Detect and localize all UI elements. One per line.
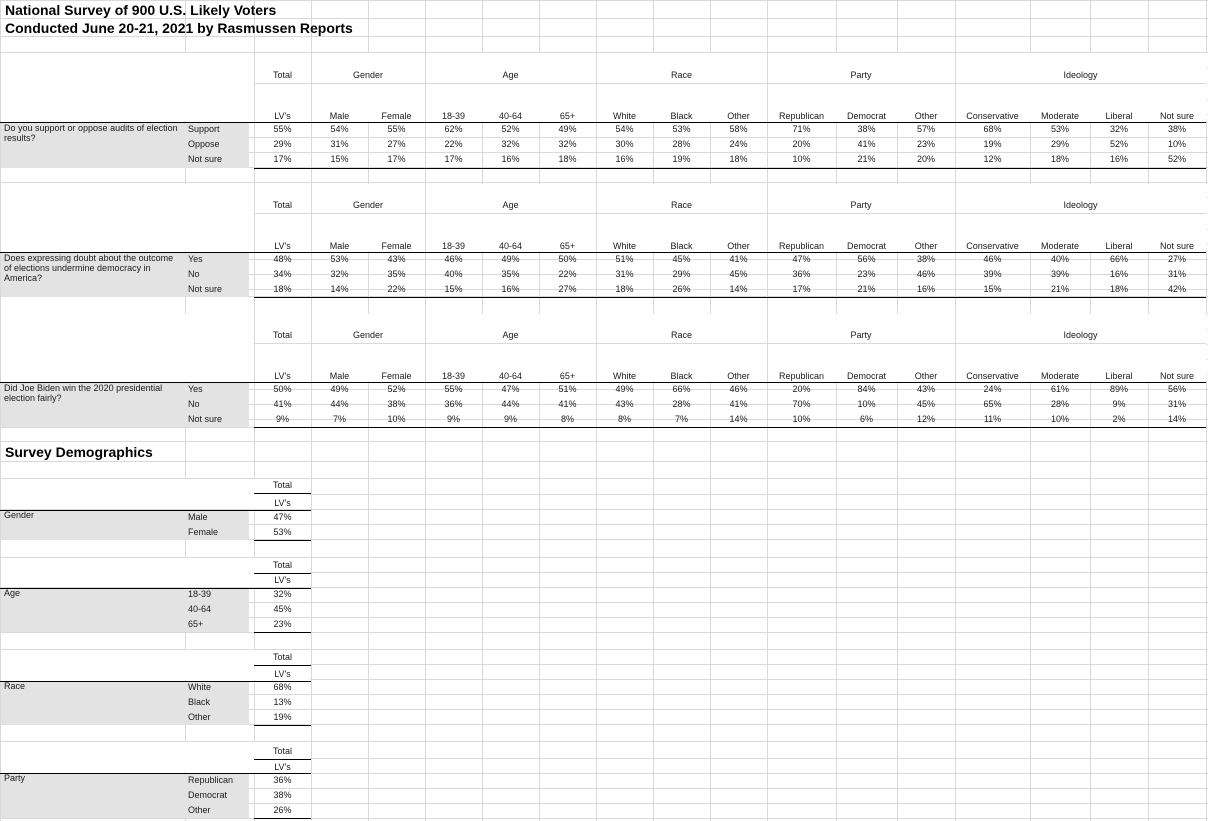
demo-row-label: Male [188, 512, 208, 522]
data-cell: 65% [983, 399, 1002, 409]
column-header: 65+ [559, 371, 576, 381]
demo-bottom-rule [254, 725, 311, 726]
grid-column-line [767, 0, 768, 821]
data-cell: 27% [558, 284, 577, 294]
grid-row-line [0, 818, 1208, 819]
grid-column-line [482, 0, 483, 821]
demo-row-label: Republican [188, 775, 234, 785]
column-header: Not sure [1159, 241, 1194, 251]
demo-category: Age [4, 588, 21, 598]
data-cell: 47% [501, 384, 520, 394]
data-cell: 48% [273, 254, 292, 264]
grid-column-line [311, 0, 312, 821]
data-cell: 22% [444, 139, 463, 149]
demo-value: 47% [273, 512, 292, 522]
data-cell: 39% [983, 269, 1002, 279]
data-cell: 40% [444, 269, 463, 279]
grid-column-line [955, 0, 956, 821]
data-cell: 42% [1167, 284, 1186, 294]
report-title-line-2: Conducted June 20-21, 2021 by Rasmussen Reports [5, 20, 353, 36]
grid-column-line [653, 0, 654, 821]
data-cell: 89% [1109, 384, 1128, 394]
data-cell: 38% [916, 254, 935, 264]
data-cell: 28% [672, 139, 691, 149]
demo-row-label: Democrat [188, 790, 228, 800]
data-cell: 57% [916, 124, 935, 134]
column-header: White [612, 241, 636, 251]
data-cell: 35% [501, 269, 520, 279]
data-cell: 66% [1109, 254, 1128, 264]
column-header: Not sure [1159, 111, 1194, 121]
data-cell: 19% [672, 154, 691, 164]
data-cell: 14% [1167, 414, 1186, 424]
group-header: Party [850, 70, 872, 80]
data-cell: 49% [558, 124, 577, 134]
data-cell: 52% [501, 124, 520, 134]
data-cell: 10% [1050, 414, 1069, 424]
data-cell: 36% [444, 399, 463, 409]
grid-row-line [0, 441, 1208, 442]
data-cell: 39% [1050, 269, 1069, 279]
data-cell: 26% [672, 284, 691, 294]
column-header: Democrat [846, 371, 886, 381]
demo-lv-header: LV's [274, 575, 291, 585]
data-cell: 27% [387, 139, 406, 149]
data-cell: 12% [983, 154, 1002, 164]
data-cell: 46% [983, 254, 1002, 264]
demo-total-header: Total [272, 652, 292, 662]
grid-column-line [710, 0, 711, 821]
data-cell: 22% [558, 269, 577, 279]
demo-total-rule [254, 573, 311, 574]
data-cell: 10% [1167, 139, 1186, 149]
demo-band [1, 681, 249, 725]
column-header: 40-64 [498, 111, 523, 121]
data-cell: 45% [916, 399, 935, 409]
group-header: Race [670, 200, 692, 210]
group-header: Ideology [1063, 330, 1098, 340]
data-cell: 14% [729, 284, 748, 294]
column-header: Other [727, 241, 750, 251]
data-cell: 30% [615, 139, 634, 149]
data-cell: 24% [729, 139, 748, 149]
demo-row-label: 65+ [188, 619, 204, 629]
demo-top-rule [0, 773, 311, 774]
question-bottom-rule [254, 427, 1206, 428]
demo-total-header: Total [272, 480, 292, 490]
group-header: Race [670, 330, 692, 340]
demo-row-label: Female [188, 527, 219, 537]
data-cell: 45% [729, 269, 748, 279]
data-cell: 17% [273, 154, 292, 164]
demo-value: 68% [273, 682, 292, 692]
data-cell: 15% [330, 154, 349, 164]
demo-lv-header: LV's [274, 762, 291, 772]
data-cell: 20% [916, 154, 935, 164]
data-cell: 21% [857, 154, 876, 164]
column-header: Liberal [1105, 371, 1133, 381]
data-cell: 9% [275, 414, 289, 424]
data-cell: 18% [273, 284, 292, 294]
data-cell: 31% [615, 269, 634, 279]
grid-column-line [897, 0, 898, 821]
group-header: Party [850, 200, 872, 210]
response-label: No [188, 269, 200, 279]
data-cell: 46% [444, 254, 463, 264]
group-header: Gender [352, 70, 384, 80]
demo-value: 38% [273, 790, 292, 800]
column-header: LV's [274, 241, 291, 251]
demo-total-rule [254, 665, 311, 666]
data-cell: 22% [387, 284, 406, 294]
demo-value: 13% [273, 697, 292, 707]
demo-total-rule [254, 759, 311, 760]
data-cell: 35% [387, 269, 406, 279]
column-header: Republican [778, 111, 825, 121]
column-header: Black [670, 111, 693, 121]
data-cell: 29% [672, 269, 691, 279]
data-cell: 31% [1167, 269, 1186, 279]
data-cell: 43% [916, 384, 935, 394]
data-cell: 31% [1167, 399, 1186, 409]
response-label: Not sure [188, 414, 223, 424]
data-cell: 15% [444, 284, 463, 294]
response-label: Not sure [188, 154, 223, 164]
data-cell: 28% [672, 399, 691, 409]
data-cell: 18% [729, 154, 748, 164]
column-header: Moderate [1040, 111, 1080, 121]
data-cell: 55% [444, 384, 463, 394]
demo-row-label: 18-39 [188, 589, 212, 599]
group-header: Ideology [1063, 70, 1098, 80]
data-cell: 7% [674, 414, 688, 424]
column-header: Moderate [1040, 241, 1080, 251]
data-cell: 41% [558, 399, 577, 409]
data-cell: 49% [615, 384, 634, 394]
demo-category: Gender [4, 510, 35, 520]
data-cell: 43% [387, 254, 406, 264]
data-cell: 10% [857, 399, 876, 409]
column-header: LV's [274, 371, 291, 381]
column-header: LV's [274, 111, 291, 121]
data-cell: 50% [273, 384, 292, 394]
demo-bottom-rule [254, 818, 311, 819]
data-cell: 2% [1112, 414, 1126, 424]
group-header: Total [272, 200, 292, 210]
data-cell: 46% [916, 269, 935, 279]
report-title-line-1: National Survey of 900 U.S. Likely Voters [5, 2, 277, 18]
data-cell: 23% [916, 139, 935, 149]
grid-column-line [1030, 0, 1031, 821]
data-cell: 19% [983, 139, 1002, 149]
data-cell: 54% [615, 124, 634, 134]
data-cell: 16% [1109, 154, 1128, 164]
data-cell: 8% [617, 414, 631, 424]
data-cell: 9% [503, 414, 517, 424]
data-cell: 55% [273, 124, 292, 134]
data-cell: 62% [444, 124, 463, 134]
data-cell: 21% [857, 284, 876, 294]
group-header: Age [502, 200, 519, 210]
demo-bottom-rule [254, 632, 311, 633]
response-label: Support [188, 124, 220, 134]
data-cell: 38% [857, 124, 876, 134]
data-cell: 50% [558, 254, 577, 264]
column-header: Republican [778, 241, 825, 251]
data-cell: 56% [857, 254, 876, 264]
grid-column-line [836, 0, 837, 821]
data-cell: 18% [1109, 284, 1128, 294]
data-cell: 29% [1050, 139, 1069, 149]
data-cell: 16% [615, 154, 634, 164]
data-cell: 84% [857, 384, 876, 394]
grid-column-line [596, 0, 597, 821]
data-cell: 10% [792, 154, 811, 164]
column-header: Liberal [1105, 111, 1133, 121]
data-cell: 53% [330, 254, 349, 264]
demo-row-label: Other [188, 805, 211, 815]
data-cell: 49% [330, 384, 349, 394]
grid-column-line [1090, 0, 1091, 821]
column-header: Female [381, 241, 412, 251]
data-cell: 17% [387, 154, 406, 164]
question-text: Does expressing doubt about the outcome of elections undermine democracy in America? [4, 253, 174, 283]
group-header: Race [670, 70, 692, 80]
data-cell: 23% [857, 269, 876, 279]
data-cell: 52% [1109, 139, 1128, 149]
data-cell: 41% [857, 139, 876, 149]
question-text: Did Joe Biden win the 2020 presidential election fairly? [4, 383, 163, 403]
column-header: 18-39 [441, 111, 466, 121]
column-header: Conservative [966, 371, 1019, 381]
data-cell: 16% [501, 154, 520, 164]
data-cell: 51% [558, 384, 577, 394]
data-cell: 38% [387, 399, 406, 409]
column-header: Liberal [1105, 241, 1133, 251]
data-cell: 68% [983, 124, 1002, 134]
column-header: Other [914, 111, 938, 121]
data-cell: 34% [273, 269, 292, 279]
group-header-underline [254, 343, 1206, 344]
column-header: Male [329, 371, 350, 381]
group-header: Age [502, 330, 519, 340]
grid-column-line [1148, 0, 1149, 821]
data-cell: 11% [983, 414, 1002, 424]
data-cell: 41% [729, 399, 748, 409]
data-cell: 71% [792, 124, 811, 134]
column-header: Moderate [1040, 371, 1080, 381]
column-header: 18-39 [441, 371, 466, 381]
column-header: Black [670, 371, 693, 381]
data-cell: 18% [615, 284, 634, 294]
data-cell: 17% [792, 284, 811, 294]
data-cell: 54% [330, 124, 349, 134]
column-header: Democrat [846, 111, 886, 121]
data-cell: 41% [273, 399, 292, 409]
data-cell: 27% [1167, 254, 1186, 264]
data-cell: 46% [729, 384, 748, 394]
column-header: Republican [778, 371, 825, 381]
column-header: Male [329, 241, 350, 251]
data-cell: 51% [615, 254, 634, 264]
response-label: No [188, 399, 200, 409]
demo-value: 45% [273, 604, 292, 614]
demo-value: 19% [273, 712, 292, 722]
demo-top-rule [0, 510, 311, 511]
data-cell: 8% [560, 414, 574, 424]
group-header: Total [272, 70, 292, 80]
data-cell: 10% [792, 414, 811, 424]
column-header: Female [381, 111, 412, 121]
data-cell: 52% [1167, 154, 1186, 164]
column-header: Male [329, 111, 350, 121]
data-cell: 17% [444, 154, 463, 164]
group-header-underline [254, 83, 1206, 84]
data-cell: 41% [729, 254, 748, 264]
column-header: 40-64 [498, 371, 523, 381]
demo-total-header: Total [272, 746, 292, 756]
column-header: 40-64 [498, 241, 523, 251]
demo-row-label: Black [188, 697, 211, 707]
response-label: Yes [188, 384, 203, 394]
column-header: Other [914, 241, 938, 251]
column-header: White [612, 371, 636, 381]
demo-band [1, 588, 249, 632]
question-bottom-rule [254, 168, 1206, 169]
data-cell: 9% [446, 414, 460, 424]
demo-category: Party [4, 773, 26, 783]
data-cell: 61% [1050, 384, 1069, 394]
data-cell: 24% [983, 384, 1002, 394]
data-cell: 49% [501, 254, 520, 264]
response-label: Not sure [188, 284, 223, 294]
data-cell: 36% [792, 269, 811, 279]
demo-total-header: Total [272, 560, 292, 570]
demo-value: 26% [273, 805, 292, 815]
grid-row-line [0, 182, 1208, 183]
column-header: Conservative [966, 241, 1019, 251]
group-header: Gender [352, 330, 384, 340]
column-header: 65+ [559, 111, 576, 121]
data-cell: 32% [330, 269, 349, 279]
demo-row-label: 40-64 [188, 604, 212, 614]
data-cell: 6% [859, 414, 873, 424]
grid-row-line [0, 461, 1208, 462]
column-header: Not sure [1159, 371, 1194, 381]
data-cell: 18% [558, 154, 577, 164]
column-header: Black [670, 241, 693, 251]
column-header: Other [914, 371, 938, 381]
data-cell: 40% [1050, 254, 1069, 264]
grid-column-line [1206, 0, 1207, 821]
data-cell: 14% [729, 414, 748, 424]
demo-value: 23% [273, 619, 292, 629]
data-cell: 7% [332, 414, 346, 424]
data-cell: 44% [501, 399, 520, 409]
group-header-underline [254, 213, 1206, 214]
demo-category: Race [4, 681, 26, 691]
response-label: Oppose [188, 139, 220, 149]
demo-lv-header: LV's [274, 669, 291, 679]
data-cell: 18% [1050, 154, 1069, 164]
column-header: Conservative [966, 111, 1019, 121]
data-cell: 15% [983, 284, 1002, 294]
data-cell: 32% [501, 139, 520, 149]
column-header: Democrat [846, 241, 886, 251]
data-cell: 16% [1109, 269, 1128, 279]
data-cell: 70% [792, 399, 811, 409]
data-cell: 16% [501, 284, 520, 294]
group-header: Age [502, 70, 519, 80]
grid-column-line [539, 0, 540, 821]
question-text: Do you support or oppose audits of election results? [4, 123, 178, 143]
data-cell: 32% [1109, 124, 1128, 134]
data-cell: 44% [330, 399, 349, 409]
data-cell: 9% [1112, 399, 1126, 409]
demographics-title: Survey Demographics [5, 444, 153, 460]
group-header: Gender [352, 200, 384, 210]
group-header: Total [272, 330, 292, 340]
data-cell: 28% [1050, 399, 1069, 409]
data-cell: 21% [1050, 284, 1069, 294]
data-cell: 14% [330, 284, 349, 294]
data-cell: 31% [330, 139, 349, 149]
grid-column-line [425, 0, 426, 821]
column-header: Female [381, 371, 412, 381]
grid-row-line [0, 632, 1208, 633]
data-cell: 20% [792, 384, 811, 394]
data-cell: 66% [672, 384, 691, 394]
column-header: White [612, 111, 636, 121]
demo-value: 36% [273, 775, 292, 785]
column-header: 18-39 [441, 241, 466, 251]
demo-row-label: White [188, 682, 212, 692]
data-cell: 53% [672, 124, 691, 134]
data-cell: 43% [615, 399, 634, 409]
data-cell: 10% [387, 414, 406, 424]
response-label: Yes [188, 254, 203, 264]
demo-value: 53% [273, 527, 292, 537]
grid-column-line [368, 0, 369, 821]
data-cell: 20% [792, 139, 811, 149]
data-cell: 52% [387, 384, 406, 394]
data-cell: 47% [792, 254, 811, 264]
question-bottom-rule [254, 297, 1206, 298]
data-cell: 53% [1050, 124, 1069, 134]
demo-bottom-rule [254, 540, 311, 541]
column-header: Other [727, 111, 750, 121]
data-cell: 58% [729, 124, 748, 134]
column-header: Other [727, 371, 750, 381]
group-header: Ideology [1063, 200, 1098, 210]
data-cell: 55% [387, 124, 406, 134]
data-cell: 29% [273, 139, 292, 149]
data-cell: 32% [558, 139, 577, 149]
data-cell: 12% [916, 414, 935, 424]
data-cell: 56% [1167, 384, 1186, 394]
data-cell: 45% [672, 254, 691, 264]
data-cell: 38% [1167, 124, 1186, 134]
demo-row-label: Other [188, 712, 211, 722]
group-header: Party [850, 330, 872, 340]
demo-lv-header: LV's [274, 498, 291, 508]
demo-total-rule [254, 493, 311, 494]
column-header: 65+ [559, 241, 576, 251]
demo-value: 32% [273, 589, 292, 599]
data-cell: 16% [916, 284, 935, 294]
